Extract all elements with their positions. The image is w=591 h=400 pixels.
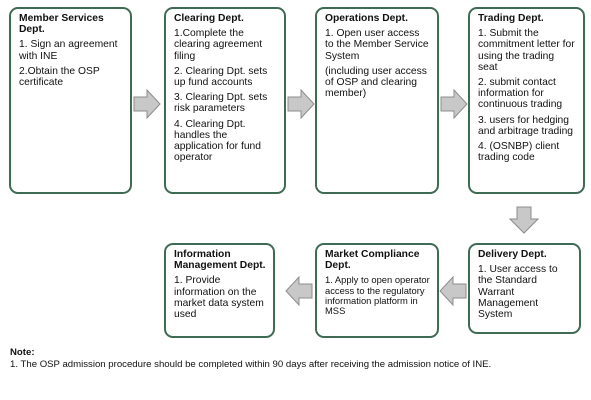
member-services-step-2: 2.Obtain the OSP certificate — [19, 65, 100, 89]
operations-title: Operations Dept. — [325, 13, 408, 24]
clearing-step-2: 2. Clearing Dpt. sets up fund accounts — [174, 65, 268, 89]
operations-step-1: 1. Open user access to the Member Service System — [325, 28, 429, 62]
member-services-steps — [19, 39, 123, 88]
operations-step-2: (including user access of OSP and clearing member) — [325, 65, 427, 100]
member-services-box — [9, 7, 132, 194]
member-services-title: Member Services Dept. — [19, 13, 104, 36]
clearing-steps — [174, 28, 277, 163]
information-management-steps — [174, 275, 266, 320]
arrow-right-icon — [133, 89, 161, 119]
information-management-box — [164, 243, 275, 338]
arrow-right-icon — [440, 89, 468, 119]
information-management-step-1: 1. Provide information on the market data system used — [174, 275, 264, 321]
operations-steps — [325, 28, 430, 99]
operations-box — [315, 7, 439, 194]
market-compliance-step-1: 1. Apply to open operator access to the regulatory information platform in MSS — [325, 274, 430, 317]
clearing-title: Clearing Dept. — [174, 13, 244, 24]
trading-step-4: 4. (OSNBP) client trading code — [478, 141, 560, 164]
trading-steps — [478, 28, 576, 163]
market-compliance-title: Market Compliance Dept. — [325, 249, 420, 272]
member-services-step-1: 1. Sign an agreement with INE — [19, 39, 118, 62]
arrow-right-icon — [287, 89, 315, 119]
trading-step-3: 3. users for hedging and arbitrage trading — [478, 114, 574, 137]
arrow-down-icon — [509, 206, 539, 234]
arrow-left-icon — [439, 276, 467, 306]
clearing-step-1: 1.Complete the clearing agreement filing — [174, 28, 263, 62]
arrow-left-icon — [285, 276, 313, 306]
clearing-box — [164, 7, 286, 194]
delivery-steps — [478, 264, 572, 320]
trading-box — [468, 7, 585, 194]
trading-title: Trading Dept. — [478, 13, 544, 24]
market-compliance-steps — [325, 275, 430, 316]
delivery-step-1: 1. User access to the Standard Warrant Management System — [478, 264, 558, 321]
clearing-step-3: 3. Clearing Dpt. sets risk parameters — [174, 92, 268, 115]
delivery-box — [468, 243, 581, 334]
note — [10, 347, 491, 370]
clearing-step-4: 4. Clearing Dpt. handles the application for fund operator — [174, 118, 262, 164]
note-text: 1. The OSP admission procedure should be completed within 90 days after receiving the admission notice of INE. — [10, 358, 492, 370]
information-management-title: Information Management Dept. — [174, 249, 266, 272]
note-title: Note: — [10, 347, 35, 358]
delivery-title: Delivery Dept. — [478, 249, 547, 260]
market-compliance-box — [315, 243, 439, 338]
trading-step-1: 1. Submit the commitment letter for using the trading seat — [478, 28, 575, 73]
trading-step-2: 2. submit contact information for continuous trading — [478, 77, 563, 111]
